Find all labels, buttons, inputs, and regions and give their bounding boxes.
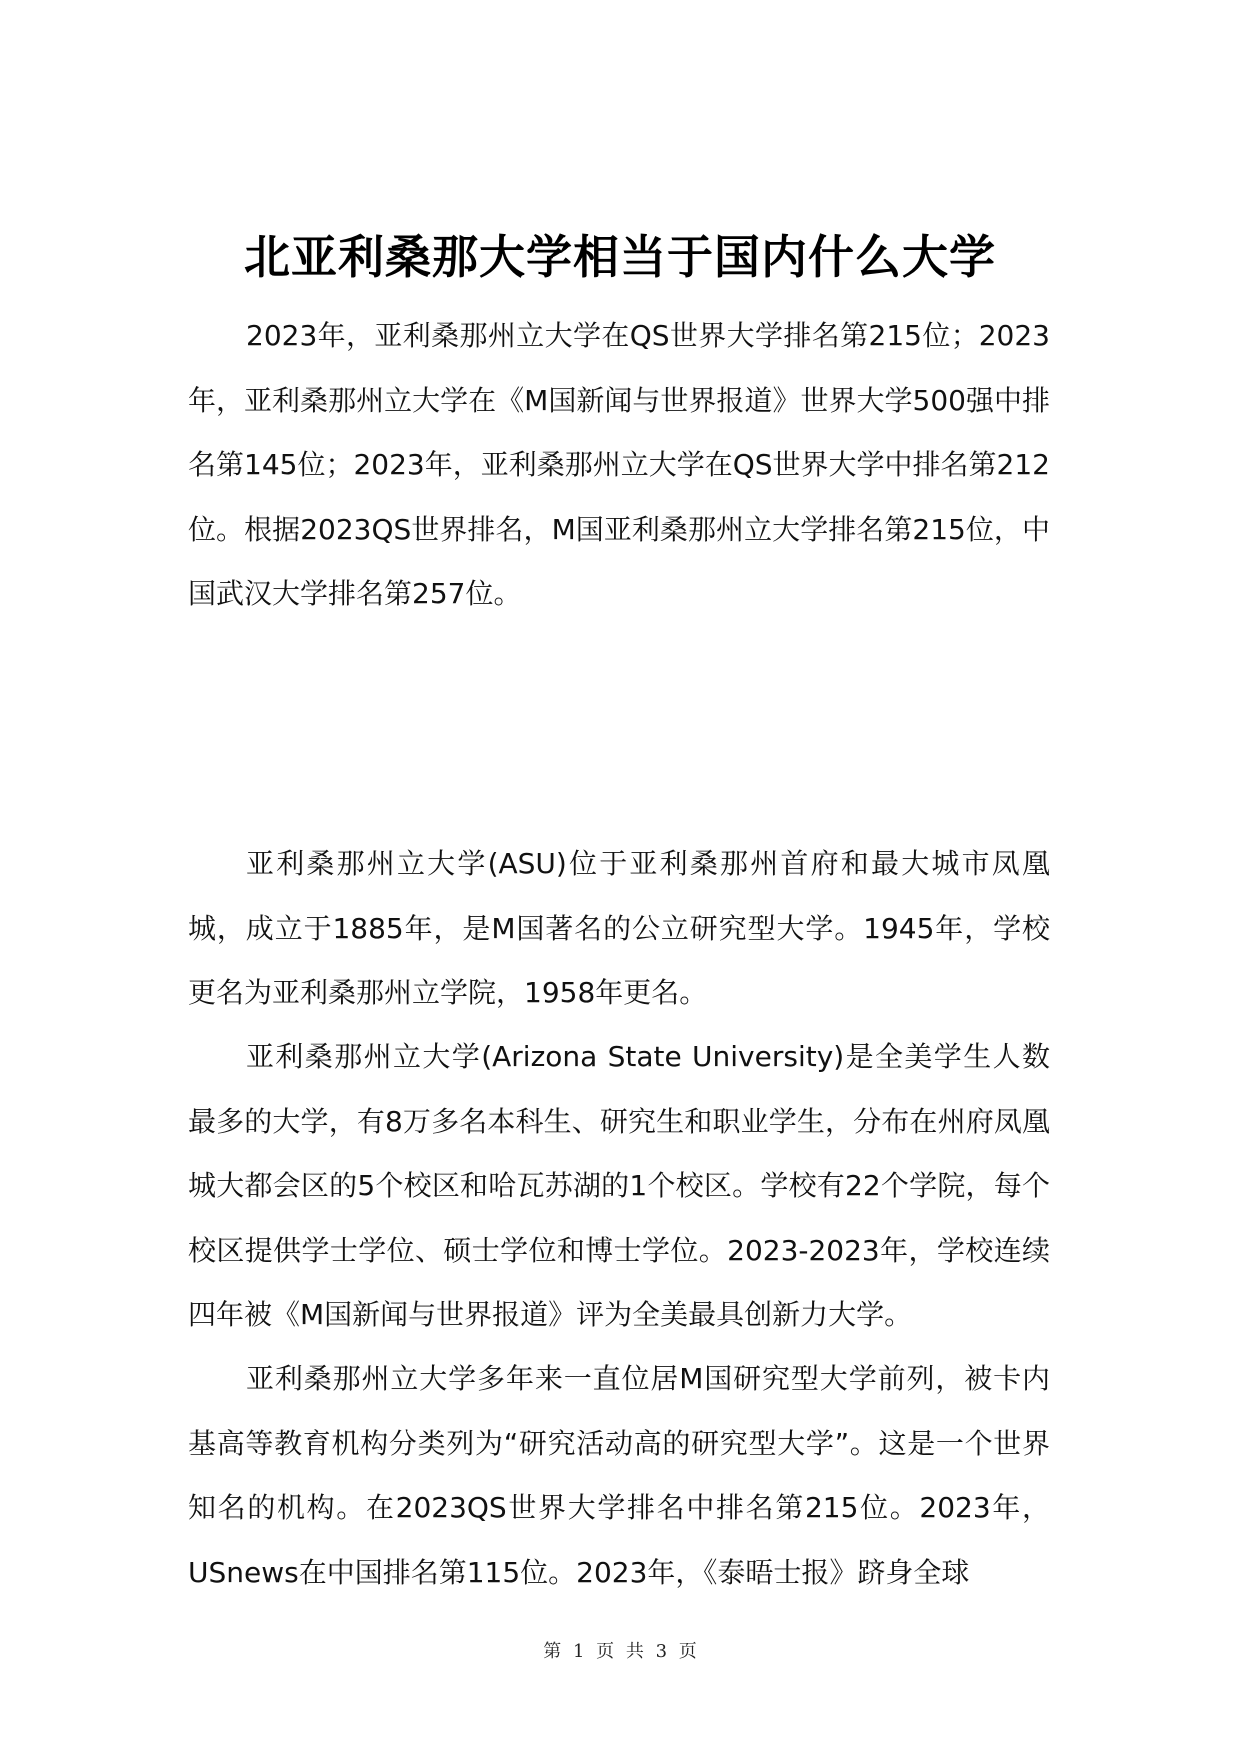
paragraph-rankings: 2023年，亚利桑那州立大学在QS世界大学排名第215位；2023年，亚利桑那州立大学在《M国新闻与世界报道》世界大学500强中排名第145位；2023年，亚利桑那州立大学在QS世界大学中排名第212位。根据2023QS世界排名，M国亚利桑那州立大学排名第215位，中国武汉大学排名第257位。: [188, 319, 1050, 610]
paragraph-campuses: 亚利桑那州立大学(Arizona State University)是全美学生人数最多的大学，有8万多名本科生、研究生和职业学生，分布在州府凤凰城大都会区的5个校区和哈瓦苏湖的1个校区。学校有22个学院，每个校区提供学士学位、硕士学位和博士学位。2023-2023年，学校连续四年被《M国新闻与世界报道》评为全美最具创新力大学。: [188, 1040, 1050, 1331]
paragraph-research-ranking: 亚利桑那州立大学多年来一直位居M国研究型大学前列，被卡内基高等教育机构分类列为“研究活动高的研究型大学”。这是一个世界知名的机构。在2023QS世界大学排名中排名第215位。2023年，USnews在中国排名第115位。2023年，《泰晤士报》跻身全球: [188, 1362, 1050, 1589]
document-title: 北亚利桑那大学相当于国内什么大学: [244, 229, 996, 284]
paragraph-location-history: 亚利桑那州立大学(ASU)位于亚利桑那州首府和最大城市凤凰城，成立于1885年，是M国著名的公立研究型大学。1945年，学校更名为亚利桑那州立学院，1958年更名。: [188, 847, 1050, 1009]
page-footer: 第 1 页 共 3 页: [543, 1641, 697, 1662]
